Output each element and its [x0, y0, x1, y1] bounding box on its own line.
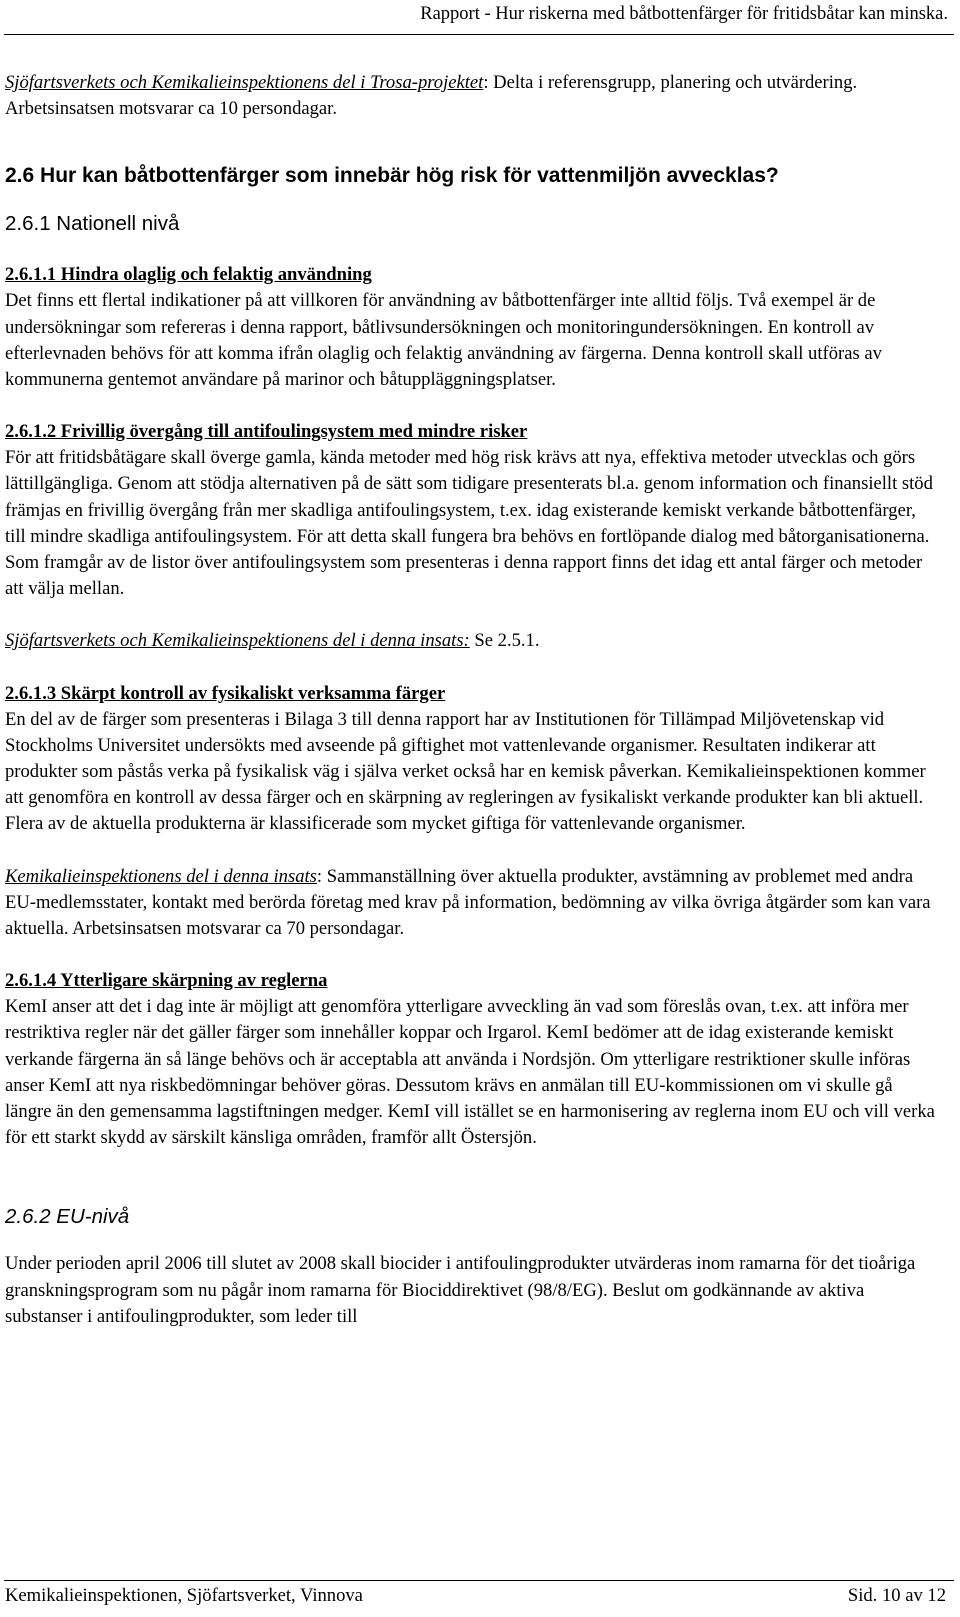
section-heading-2-6-1: 2.6.1 Nationell nivå	[5, 212, 180, 236]
intro-text: : Delta i referensgrupp, planering och utvärdering. Arbetsinsatsen motsvarar ca 10 persondagar.	[5, 72, 858, 120]
section-heading-2-6-2: 2.6.2 EU-nivå	[5, 1205, 130, 1229]
page-number: Sid. 10 av 12	[847, 1585, 946, 1606]
section-body-2-6-1-3: En del av de färger som presenteras i Bilaga 3 till denna rapport har av Institutionen för Tillämpad Miljövetenskap vid Stockholms Universitet undersökts med avseende på giftighet mot vattenlevande organismer. Resultaten indikerar att produkter som påstås verka på fysikalisk väg i själva verket också har en kemisk påverkan. Kemikalieinspektionen kommer att genomföra en kontroll av dessa färger och en skärpning av regleringen av fysikaliskt verkande produkter kan bli aktuell. Flera av de aktuella produkterna är klassificerade som mycket giftiga för vattenlevande organismer.	[5, 708, 926, 835]
role-label-2-6-1-3: Kemikalieinspektionens del i denna insats	[5, 865, 317, 887]
section-body-2-6-1-2: För att fritidsbåtägare skall överge gamla, kända metoder med hög risk krävs att nya, effektiva metoder utvecklas och görs lättillgängliga. Genom att stödja alternativen på de sätt som tidigare presenterats bl.a. genom information och finansiellt stöd främjas en frivillig övergång från mer skadliga antifoulingsystem, t.ex. idag existerande kemiskt verkande båtbottenfärger, till mindre skadliga antifoulingsystem. För att detta skall fungera bra behövs en fortlöpande dialog med båtorganisationerna. Som framgår av de listor över antifoulingsystem som presenteras i denna rapport finns det idag ett antal färger och metoder att välja mellan.	[5, 447, 933, 600]
role-text-2-6-1-3: : Sammanställning över aktuella produkter, avstämning av problemet med andra EU-medlemsstater, kontakt med berörda företag med krav på information, bedömning av vilka övriga åtgärder som kan vara aktuella. Arbetsinsatsen motsvarar ca 70 persondagar.	[5, 865, 931, 940]
section-heading-2-6-1-1: 2.6.1.1 Hindra olaglig och felaktig användning	[5, 264, 372, 286]
page-footer	[5, 1585, 946, 1607]
footer-organizations: Kemikalieinspektionen, Sjöfartsverket, Vinnova	[5, 1585, 363, 1606]
section-body-2-6-1-4: KemI anser att det i dag inte är möjligt att genomföra ytterligare avveckling än vad som föreslås ovan, t.ex. att införa mer restriktiva regler när det gäller färger som innehåller koppar och Irgarol. KemI bedömer att de idag existerande kemiskt verkande färgerna än så länge behövs och är acceptabla att använda i Nordsjön. Om ytterligare restriktioner skulle införas anser KemI att nya riskbedömningar behöver göras. Dessutom krävs en anmälan till EU-kommissionen om vi skulle gå längre än den gemensamma lagstiftningen medger. KemI vill istället se en harmonisering av reglerna inom EU och vill verka för ett starkt skydd av särskilt känsliga områden, framför allt Östersjön.	[5, 996, 935, 1149]
section-heading-2-6-1-3: 2.6.1.3 Skärpt kontroll av fysikaliskt verksamma färger	[5, 682, 446, 704]
header-divider	[4, 34, 954, 35]
intro-label: Sjöfartsverkets och Kemikalieinspektionens del i Trosa-projektet	[5, 72, 484, 93]
section-heading-2-6-1-4: 2.6.1.4 Ytterligare skärpning av reglerna	[5, 970, 328, 992]
section-heading-2-6-1-2: 2.6.1.2 Frivillig övergång till antifoulingsystem med mindre risker	[5, 421, 528, 443]
section-body-2-6-1-1: Det finns ett flertal indikationer på att villkoren för användning av båtbottenfärger inte alltid följs. Två exempel är de undersökningar som refereras i denna rapport, båtlivsundersökningen och monitoringundersökningen. En kontroll av efterlevnaden behövs för att komma ifrån olaglig och felaktig användning av färgerna. Denna kontroll skall utföras av kommunerna gentemot användare på marinor och båtuppläggningsplatser.	[5, 290, 882, 391]
footer-divider	[4, 1580, 954, 1581]
role-paragraph-2-6-1-3	[5, 864, 938, 943]
role-label-2-6-1-2: Sjöfartsverkets och Kemikalieinspektionens del i denna insats:	[5, 630, 470, 652]
role-paragraph-2-6-1-2	[5, 628, 938, 654]
section-heading-2-6: 2.6 Hur kan båtbottenfärger som innebär hög risk för vattenmiljön avvecklas?	[5, 164, 779, 188]
intro-paragraph	[5, 70, 938, 122]
section-body-2-6-2: Under perioden april 2006 till slutet av 2008 skall biocider i antifoulingprodukter utvärderas inom ramarna för det tioåriga granskningsprogram som nu pågår inom ramarna för Biociddirektivet (98/8/EG). Beslut om godkännande av aktiva substanser i antifoulingprodukter, som leder till	[5, 1253, 916, 1327]
page-content	[5, 70, 938, 1330]
running-header: Rapport - Hur riskerna med båtbottenfärger för fritidsbåtar kan minska.	[420, 4, 948, 24]
role-text-2-6-1-2: Se 2.5.1.	[469, 630, 540, 652]
